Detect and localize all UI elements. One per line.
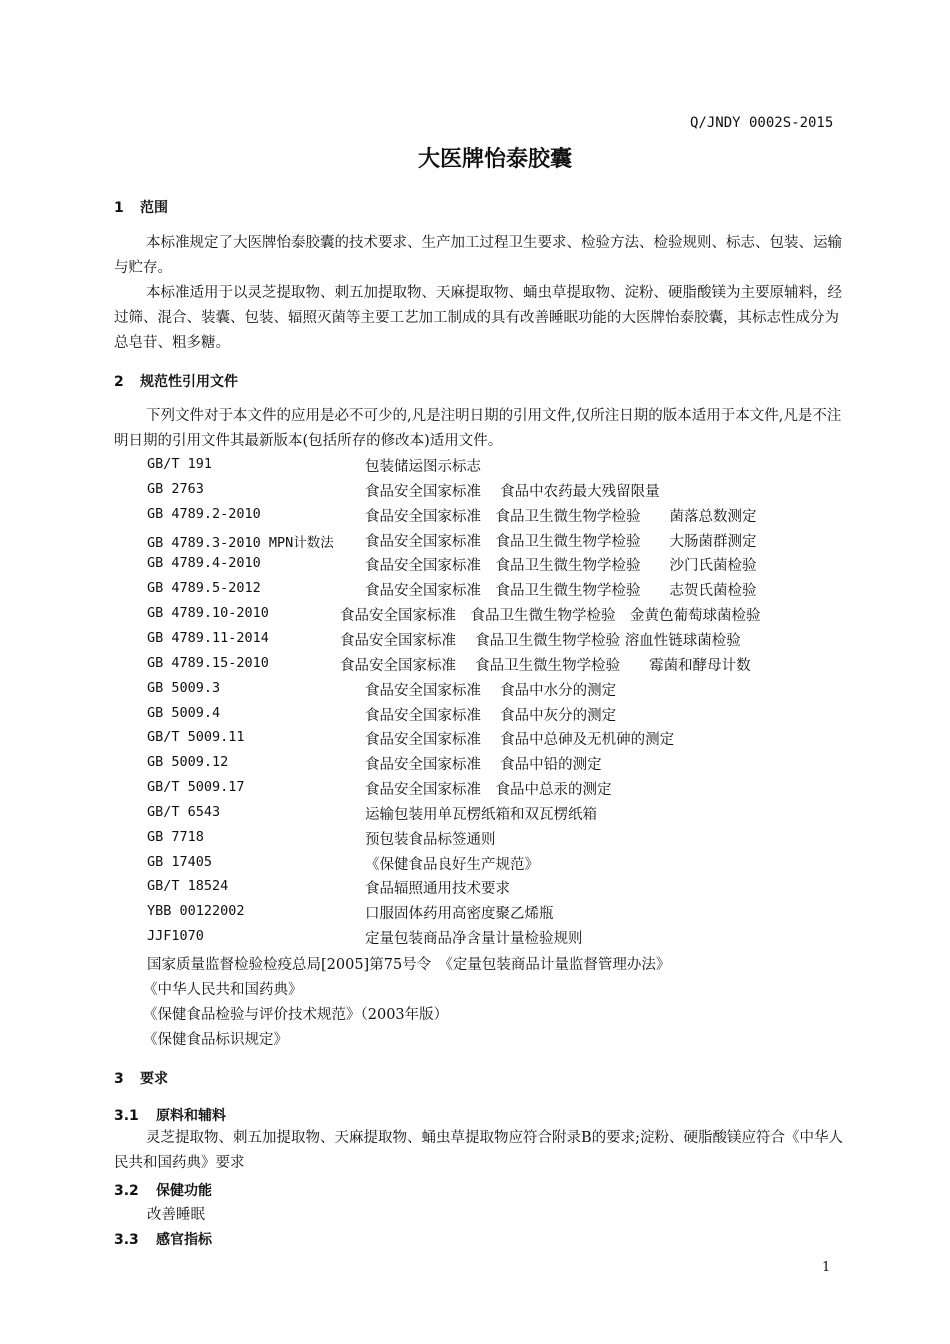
reference-title: 预包装食品标签通则 (365, 831, 496, 848)
section-2-heading (114, 371, 238, 391)
subsection-number: 3.1 (114, 1108, 139, 1124)
reference-code: GB 5009.12 (147, 754, 229, 771)
reference-title: 《保健食品良好生产规范》 (365, 856, 539, 873)
reference-code: JJF1070 (147, 928, 204, 945)
reference-code: GB 4789.3-2010 MPN计数法 (147, 534, 334, 551)
reference-code: GB 4789.11-2014 (147, 629, 269, 646)
document-code: Q/JNDY 0002S-2015 (690, 115, 834, 131)
reference-code: GB/T 191 (147, 456, 213, 472)
section-title: 规范性引用文件 (140, 374, 238, 390)
reference-code: GB/T 18524 (147, 878, 229, 895)
reference-title: 食品安全国家标准 食品卫生微生物学检验 溶血性链球菌检验 (340, 632, 741, 649)
reference-code: GB 17405 (147, 853, 213, 870)
section-title: 范围 (140, 200, 168, 216)
reference-title: 食品安全国家标准 食品卫生微生物学检验 金黄色葡萄球菌检验 (340, 608, 761, 625)
section-title: 要求 (140, 1071, 168, 1087)
subsection-3-1-heading (114, 1105, 226, 1125)
subsection-number: 3.2 (114, 1183, 139, 1199)
section-3-heading (114, 1068, 168, 1088)
section-1-heading (114, 197, 168, 217)
reference-title: 食品安全国家标准 食品中铅的测定 (365, 757, 602, 774)
subsection-title: 原料和辅料 (156, 1108, 226, 1124)
reference-title: 食品安全国家标准 食品中总砷及无机砷的测定 (365, 732, 675, 749)
reference-title: 食品安全国家标准 食品中农药最大残留限量 (365, 483, 660, 500)
reference-code: GB/T 5009.11 (147, 729, 245, 746)
reference-title: 食品辐照通用技术要求 (365, 881, 510, 898)
reference-title: 食品安全国家标准 食品卫生微生物学检验 沙门氏菌检验 (365, 558, 757, 575)
reference-extra-line: 《保健食品检验与评价技术规范》（2003年版） (143, 1007, 449, 1023)
reference-title: 运输包装用单瓦楞纸箱和双瓦楞纸箱 (365, 806, 597, 823)
section-number: 2 (114, 374, 124, 390)
reference-code: GB 5009.4 (147, 704, 221, 721)
subsection-title: 感官指标 (156, 1232, 212, 1248)
reference-code: GB 4789.15-2010 (147, 654, 269, 671)
reference-title: 食品安全国家标准 食品卫生微生物学检验 菌落总数测定 (365, 508, 757, 525)
subsection-3-2-heading (114, 1180, 212, 1200)
reference-title: 口服固体药用高密度聚乙烯瓶 (365, 906, 554, 923)
reference-extra-line: 《中华人民共和国药典》 (143, 982, 303, 998)
subsection-3-3-heading (114, 1229, 212, 1249)
reference-code: GB 4789.10-2010 (147, 605, 269, 622)
subsection-3-1-text: 灵芝提取物、刺五加提取物、天麻提取物、蛹虫草提取物应符合附录B的要求;淀粉、硬脂酸镁应符合《中华人民共和国药典》要求 (114, 1130, 844, 1171)
reference-code: GB 7718 (147, 828, 204, 845)
reference-title: 食品安全国家标准 食品卫生微生物学检验 大肠菌群测定 (365, 533, 757, 550)
reference-code: GB 4789.2-2010 (147, 505, 261, 522)
reference-code: GB/T 5009.17 (147, 779, 245, 796)
document-title: 大医牌怡泰胶囊 (417, 147, 572, 172)
section-1-paragraph-2: 本标准适用于以灵芝提取物、刺五加提取物、天麻提取物、蛹虫草提取物、淀粉、硬脂酸镁为主要原辅料，经过筛、混合、装囊、包装、辐照灭菌等主要工艺加工制成的具有改善睡眠功能的大医牌怡泰胶囊，其标志性成分为总皂苷、粗多糖。 (114, 285, 842, 351)
reference-title: 食品安全国家标准 食品中总汞的测定 (365, 782, 612, 799)
reference-title: 食品安全国家标准 食品中灰分的测定 (365, 707, 617, 724)
reference-title: 食品安全国家标准 食品中水分的测定 (365, 682, 617, 699)
section-2-paragraph: 下列文件对于本文件的应用是必不可少的,凡是注明日期的引用文件,仅所注日期的版本适用于本文件,凡是不注明日期的引用文件其最新版本(包括所存的修改本)适用文件。 (114, 408, 842, 449)
section-number: 1 (114, 200, 124, 216)
reference-title: 食品安全国家标准 食品卫生微生物学检验 霉菌和酵母计数 (340, 657, 751, 674)
reference-title: 食品安全国家标准 食品卫生微生物学检验 志贺氏菌检验 (365, 583, 757, 600)
reference-title: 包装储运图示标志 (365, 459, 481, 475)
reference-extra-line: 国家质量监督检验检疫总局[2005]第75号令 《定量包装商品计量监督管理办法》 (147, 957, 671, 973)
reference-code: YBB 00122002 (147, 903, 245, 920)
subsection-3-2-text: 改善睡眠 (147, 1207, 205, 1223)
section-number: 3 (114, 1071, 124, 1087)
section-1-paragraph-1: 本标准规定了大医牌怡泰胶囊的技术要求、生产加工过程卫生要求、检验方法、检验规则、标志、包装、运输与贮存。 (114, 235, 842, 276)
reference-title: 定量包装商品净含量计量检验规则 (365, 931, 583, 948)
reference-code: GB/T 6543 (147, 803, 221, 820)
subsection-number: 3.3 (114, 1232, 139, 1248)
reference-code: GB 4789.5-2012 (147, 580, 261, 597)
page-number: 1 (822, 1260, 831, 1275)
reference-code: GB 2763 (147, 480, 204, 497)
reference-code: GB 4789.4-2010 (147, 555, 261, 572)
reference-extra-line: 《保健食品标识规定》 (143, 1032, 288, 1048)
reference-code: GB 5009.3 (147, 679, 221, 696)
subsection-title: 保健功能 (156, 1183, 212, 1199)
